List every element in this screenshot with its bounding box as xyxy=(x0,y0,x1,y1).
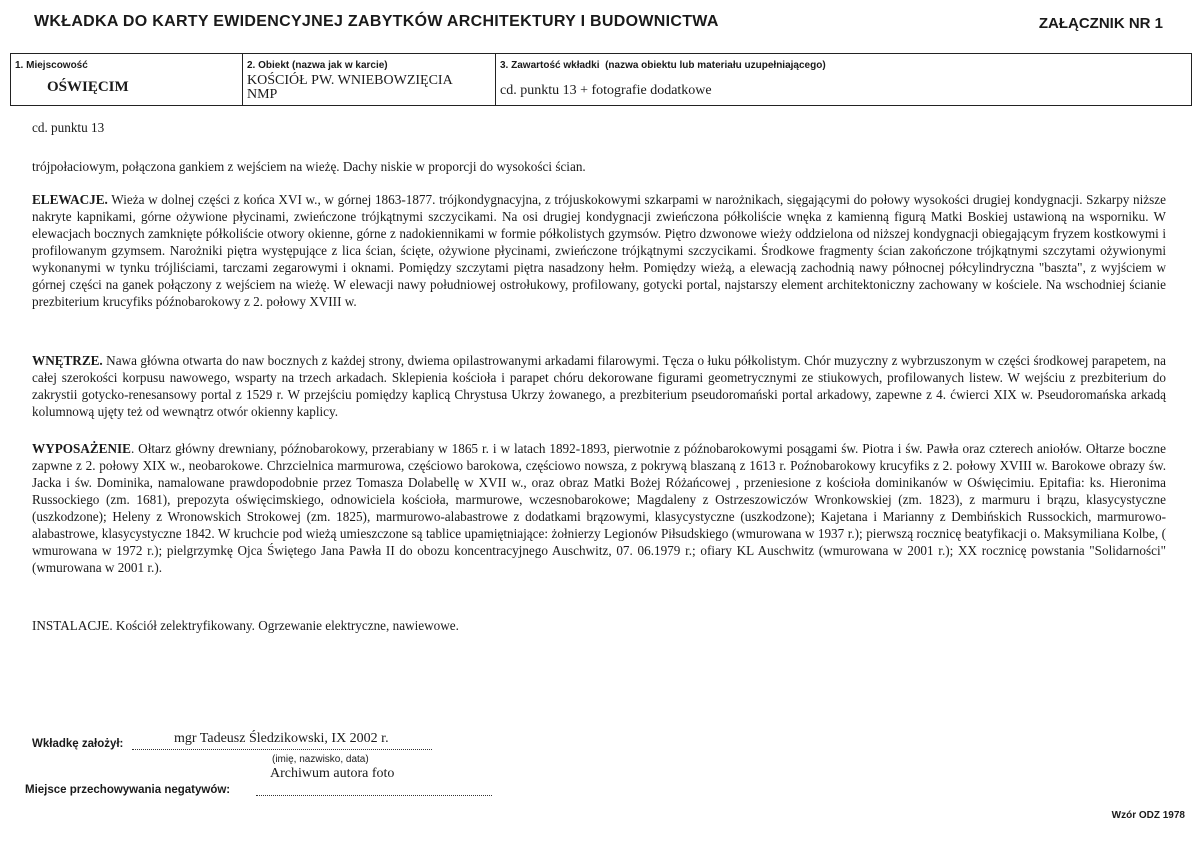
author-label: Wkładkę założył: xyxy=(32,738,124,750)
archive-value: Archiwum autora foto xyxy=(270,766,395,781)
object-value-line2: NMP xyxy=(247,87,278,102)
elevations-heading: ELEWACJE. xyxy=(32,192,108,207)
interior-heading: WNĘTRZE. xyxy=(32,353,103,368)
content-value: cd. punktu 13 + fotografie dodatkowe xyxy=(500,83,712,98)
form-code: Wzór ODZ 1978 xyxy=(1111,810,1185,821)
author-value: mgr Tadeusz Śledzikowski, IX 2002 r. xyxy=(174,731,389,746)
locality-value: OŚWIĘCIM xyxy=(47,79,129,95)
installations-paragraph: INSTALACJE. Kościół zelektryfikowany. Ogrzewanie elektryczne, nawiewowe. xyxy=(32,618,459,633)
object-value-line1: KOŚCIÓŁ PW. WNIEBOWZIĘCIA xyxy=(247,73,453,88)
object-label: 2. Obiekt (nazwa jak w karcie) xyxy=(247,60,388,71)
elevations-text: Wieża w dolnej części z końca XVI w., w górnej 1863-1877. trójkondygnacyjna, z trójuskokowymi szkarpami w narożnikach, sięgającymi do połowy wysokości drugiej kondygnacji. Szkarpy niższe nakryte kapnikami, górne ożywione płycinami, zwieńczone trójkątnymi szczycikami. Na osi drugiej kondygnacji zwieńczona półkoliście wnęka z kamienną figurą Matki Boskiej ustawioną na wsporniku. W elewacjach bocznych zamknięte półkoliście otwory okienne, górne z nadokiennikami w formie półkolistych gzymsów. Piętro dzwonowe wieży oddzielona od niższej kondygnacji obiegającym fryzem kostkowymi i profilowanym gzymsem. Narożniki piętra występujące z lica ścian, ścięte, ożywione płycinami, zwieńczone trójkątnymi szczycikami. Środkowe fragmenty ścian zakończone trójkątnymi szczytami ożywionymi wykonanymi w tynku trójliściami, tarczami zegarowymi i oknami. Pomiędzy szczytami piętra nasadzony hełm. Pomiędzy wieżą, a elewacją zachodnią nawy północnej półcylindryczna "baszta", z wyjściem w górnej części na ganek połączony z wejściem na wieżę. W elewacji nawy południowej ostrołukowy, profilowany, gotycki portal, najstarszy element architektoniczny zachowany w kościele. Na wschodniej ścianie prezbiterium krucyfiks późnobarokowy z 2. połowy XVIII w. xyxy=(32,192,1166,309)
storage-dotted-line xyxy=(256,795,492,796)
object-box xyxy=(243,54,496,106)
content-box xyxy=(496,54,1192,106)
intro-paragraph: trójpołaciowym, połączona gankiem z wejściem na wieżę. Dachy niskie w proporcji do wysokości ścian. xyxy=(32,159,586,174)
author-dotted-line xyxy=(132,749,432,750)
storage-label: Miejsce przechowywania negatywów: xyxy=(25,784,231,796)
attachment-number: ZAŁĄCZNIK NR 1 xyxy=(1038,15,1163,32)
interior-section xyxy=(32,352,1166,420)
furnishing-heading: WYPOSAŻENIE xyxy=(32,441,131,456)
object-hint: (nazwa jak w karcie) xyxy=(292,60,388,71)
content-hint: (nazwa obiektu lub materiału uzupełniającego) xyxy=(605,60,826,71)
furnishing-section xyxy=(32,440,1166,576)
furnishing-text: . Ołtarz główny drewniany, późnobarokowy, przerabiany w 1865 r. i w latach 1892-1893, pierwotnie z późnobarokowymi posągami św. Piotra i św. Pawła oraz czterech aniołów. Ołtarze boczne zapwne z 2. połowy XIX w., neobarokowe. Chrzcielnica marmurowa, częściowo barokowa, częściowo nowsza, z pokrywą blaszaną z 1613 r. Poźnobarokowy krucyfiks z 2. połowy XVIII w. Barokowe obrazy św. Jacka i św. Dominika, namalowane prawdopodobnie przez Tomasza Dolabellę w XVII w., oraz obraz Matki Bożej Różańcowej , przeniesione z kościoła dominikanów w Oświęcimiu. Epitafia: ks. Hieronima Russockiego (zm. 1681), prepozyta oświęcimskiego, odnowiciela kościoła, marmurowe, wczesnobarokowe; Magdaleny z Ostrzeszowiczów Wronkowskiej (zm. 1823), z marmuru i brązu, klasycystyczne (uszkodzone); Heleny z Wronowskich Strokowej (zm. 1825), marmurowo-alabastrowe z dodatkami brązowymi, klasycystyczne (uszkodzone); Kajetana i Marianny z Dembińskich Russockich, marmurowo-alabastrowe, klasycystyczne 1842. W kruchcie pod wieżą umieszczone są tablice upamiętniające: żołnierzy Legionów Piłsudskiego (wmurowana w 1937 r.); pierwszą rocznicę beatyfikacji o. Maksymiliana Kolbe, ( wmurowana w 1972 r.); pielgrzymkę Ojca Świętego Jana Pawła II do obozu koncentracyjnego Auschwitz, 07. 06.1979 r.; ofiary KL Auschwitz (wmurowana w 2001 r.); XX rocznicę powstania "Solidarności" (wmurowana w 2001 r.). xyxy=(32,441,1166,575)
interior-text: Nawa główna otwarta do naw bocznych z każdej strony, dwiema opilastrowanymi arkadami filarowymi. Tęcza o łuku półkolistym. Chór muzyczny z wybrzuszonym w części środkowej parapetem, na całej szerokości korpusu nawowego, wsparty na trzech arkadach. Sklepienia kościoła i parapet chóru dekorowane figurami geometrycznymi ze stiukowych, profilowanych listew. W wejściu z prezbiterium do zakrystii gotycko-renesansowy portal z 1529 r. W przejściu pomiędzy kaplicą Chrystusa Ukrzy żowanego, a prezbiterium pseudoromański portal arkadowy, zapewne z 4. ćwierci XIX w. Pseudoromańska arkadą kolumnową ujęty też od wewnątrz otwór okienny kaplicy. xyxy=(32,353,1167,419)
content-label: 3. Zawartość wkładki (nazwa obiektu lub materiału uzupełniającego) xyxy=(500,60,826,71)
form-title: WKŁADKA DO KARTY EWIDENCYJNEJ ZABYTKÓW ARCHITEKTURY I BUDOWNICTWA xyxy=(34,13,719,30)
author-hint: (imię, nazwisko, data) xyxy=(272,754,369,765)
elevations-section xyxy=(32,191,1166,310)
continuation-note: cd. punktu 13 xyxy=(32,120,105,135)
locality-label: 1. Miejscowość xyxy=(15,60,88,71)
locality-box xyxy=(10,54,243,106)
